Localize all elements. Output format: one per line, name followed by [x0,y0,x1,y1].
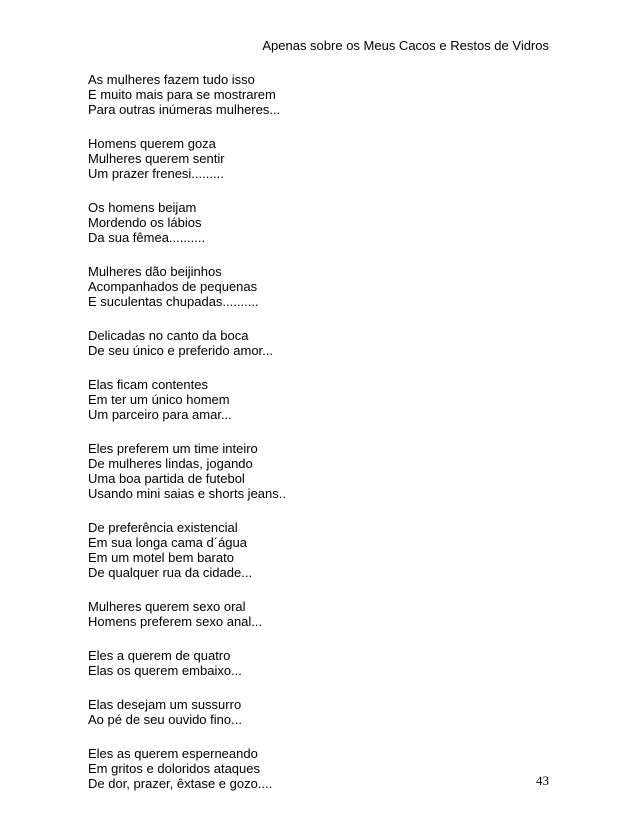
stanza [88,136,548,181]
stanza [88,648,548,678]
stanza [88,328,548,358]
poem-line: Em um motel bem barato [88,550,234,565]
poem-line: De seu único e preferido amor... [88,343,273,358]
poem-line: As mulheres fazem tudo isso [88,72,255,87]
poem-line: E suculentas chupadas.......... [88,294,259,309]
stanza [88,520,548,580]
poem-line: Acompanhados de pequenas [88,279,258,294]
poem-line: De mulheres lindas, jogando [88,456,253,471]
stanza [88,441,548,501]
poem-line: Elas os querem embaixo... [88,663,242,678]
poem-line: Eles preferem um time inteiro [88,441,258,456]
poem-line: Os homens beijam [88,200,197,215]
stanza [88,72,548,117]
poem-line: De dor, prazer, êxtase e gozo.... [88,776,273,791]
poem-line: Uma boa partida de futebol [88,471,245,486]
poem-line: Em sua longa cama d´água [88,535,247,550]
page-header-title: Apenas sobre os Meus Cacos e Restos de Vidros [262,38,549,53]
poem-line: Eles as querem esperneando [88,746,258,761]
poem-line: Mordendo os lábios [88,215,202,230]
stanza [88,264,548,309]
poem-line: De qualquer rua da cidade... [88,565,253,580]
poem-line: E muito mais para se mostrarem [88,87,276,102]
poem-line: Para outras inúmeras mulheres... [88,102,281,117]
page-number: 43 [536,773,549,788]
poem-line: Delicadas no canto da boca [88,328,249,343]
stanza [88,599,548,629]
poem-line: Em gritos e doloridos ataques [88,761,260,776]
poem-line: Um prazer frenesi......... [88,166,224,181]
poem-body [88,72,548,810]
stanza [88,377,548,422]
poem-line: Eles a querem de quatro [88,648,231,663]
poem-line: Um parceiro para amar... [88,407,232,422]
poem-line: Mulheres querem sentir [88,151,225,166]
poem-line: Usando mini saias e shorts jeans.. [88,486,286,501]
poem-line: Elas desejam um sussurro [88,697,242,712]
poem-line: Elas ficam contentes [88,377,208,392]
poem-line: Mulheres querem sexo oral [88,599,246,614]
poem-line: Da sua fêmea.......... [88,230,206,245]
poem-line: Homens preferem sexo anal... [88,614,263,629]
poem-line: Em ter um único homem [88,392,230,407]
poem-line: Homens querem goza [88,136,216,151]
stanza [88,200,548,245]
stanza [88,746,548,791]
poem-line: De preferência existencial [88,520,238,535]
stanza [88,697,548,727]
poem-line: Mulheres dão beijinhos [88,264,222,279]
poem-line: Ao pé de seu ouvido fino... [88,712,242,727]
